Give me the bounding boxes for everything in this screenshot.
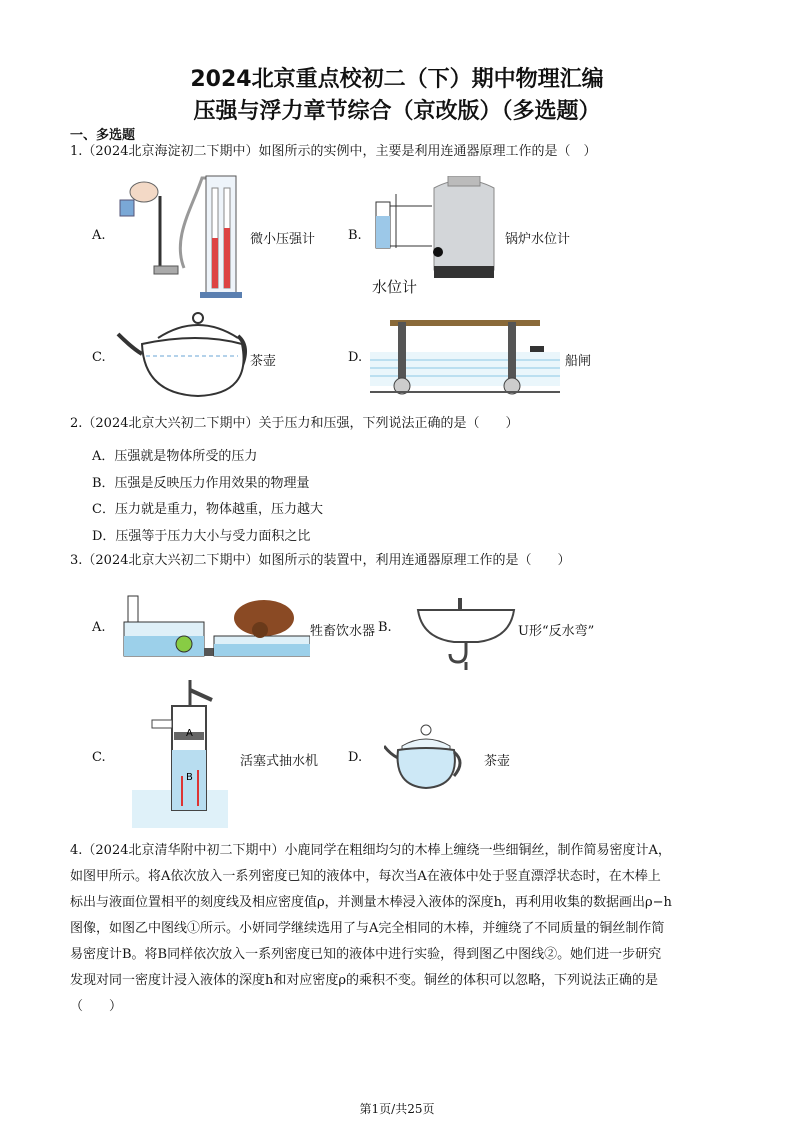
teapot-figure-2 [384,722,468,792]
q3-option-b-letter[interactable]: B. [378,620,392,635]
q1-option-c-letter[interactable]: C. [92,350,106,365]
question-4-line-5: 易密度计B。将B同样依次放入一系列密度已知的液体中进行实验，得到图乙中图线②。她们进一步研究 [70,947,662,962]
q1-option-a-letter[interactable]: A. [92,228,106,243]
q1-option-a-caption: 微小压强计 [250,232,316,247]
livestock-waterer-figure [114,592,310,670]
water-level-gauge-label: 水位计 [372,278,418,296]
q2-option-d[interactable]: D．压强等于压力大小与受力面积之比 [92,529,311,544]
q3-option-d-letter[interactable]: D. [348,750,363,765]
q2-option-a[interactable]: A．压强就是物体所受的压力 [92,449,258,464]
q1-option-d-letter[interactable]: D. [348,350,363,365]
q3-option-d-caption: 茶壶 [484,754,511,769]
pump-label-a: A [186,728,193,739]
question-4-line-4: 图像，如图乙中图线①所示。小妍同学继续选用了与A完全相同的木棒，并缠绕了不同质量的铜丝制作简 [70,921,665,936]
pump-label-b: B [186,772,193,783]
q1-option-b-letter[interactable]: B. [348,228,362,243]
q3-option-a-letter[interactable]: A. [92,620,106,635]
q3-option-b-caption: U形“反水弯” [518,624,595,639]
page-footer: 第1页/共25页 [359,1102,435,1116]
page-subtitle: 压强与浮力章节综合（京改版）（多选题） [193,99,601,124]
question-4-line-1: 4.（2024北京清华附中初二下期中）小鹿同学在粗细均匀的木棒上缠绕一些细铜丝，制作简易密度计A， [70,843,671,858]
section-heading: 一、多选题 [70,128,136,143]
question-4-line-7: （ ） [70,999,123,1014]
u-trap-sink-figure [414,592,518,670]
q3-option-a-caption: 牲畜饮水器 [310,624,376,639]
question-2-stem: 2.（2024北京大兴初二下期中）关于压力和压强，下列说法正确的是（ ） [70,416,519,431]
teapot-figure [112,308,248,400]
piston-pump-figure [132,680,228,828]
micro-pressure-gauge-figure [112,168,242,298]
q2-option-c[interactable]: C．压力就是重力，物体越重，压力越大 [92,502,323,517]
question-4-line-6: 发现对同一密度计浸入液体的深度h和对应密度ρ的乘积不变。铜丝的体积可以忽略，下列说法正确的是 [70,973,659,988]
boiler-water-gauge-figure [368,176,518,282]
ship-lock-figure [370,312,560,396]
question-3-stem: 3.（2024北京大兴初二下期中）如图所示的装置中，利用连通器原理工作的是（ ） [70,553,571,568]
q3-option-c-letter[interactable]: C. [92,750,106,765]
question-1-stem: 1.（2024北京海淀初二下期中）如图所示的实例中，主要是利用连通器原理工作的是（ ） [70,144,597,159]
question-4-line-3: 标出与液面位置相平的刻度线及相应密度值ρ，并测量木棒浸入液体的深度h，再利用收集的数据画出ρ−h [70,895,672,910]
q1-option-c-caption: 茶壶 [250,354,277,369]
q2-option-b[interactable]: B．压强是反映压力作用效果的物理量 [92,476,310,491]
q1-option-d-caption: 船闸 [565,354,592,369]
q1-option-b-caption: 锅炉水位计 [505,232,571,247]
question-4-line-2: 如图甲所示。将A依次放入一系列密度已知的液体中，每次当A在液体中处于竖直漂浮状态时，在木棒上 [70,869,661,884]
q3-option-c-caption: 活塞式抽水机 [240,754,319,769]
page-title: 2024北京重点校初二（下）期中物理汇编 [190,67,604,92]
